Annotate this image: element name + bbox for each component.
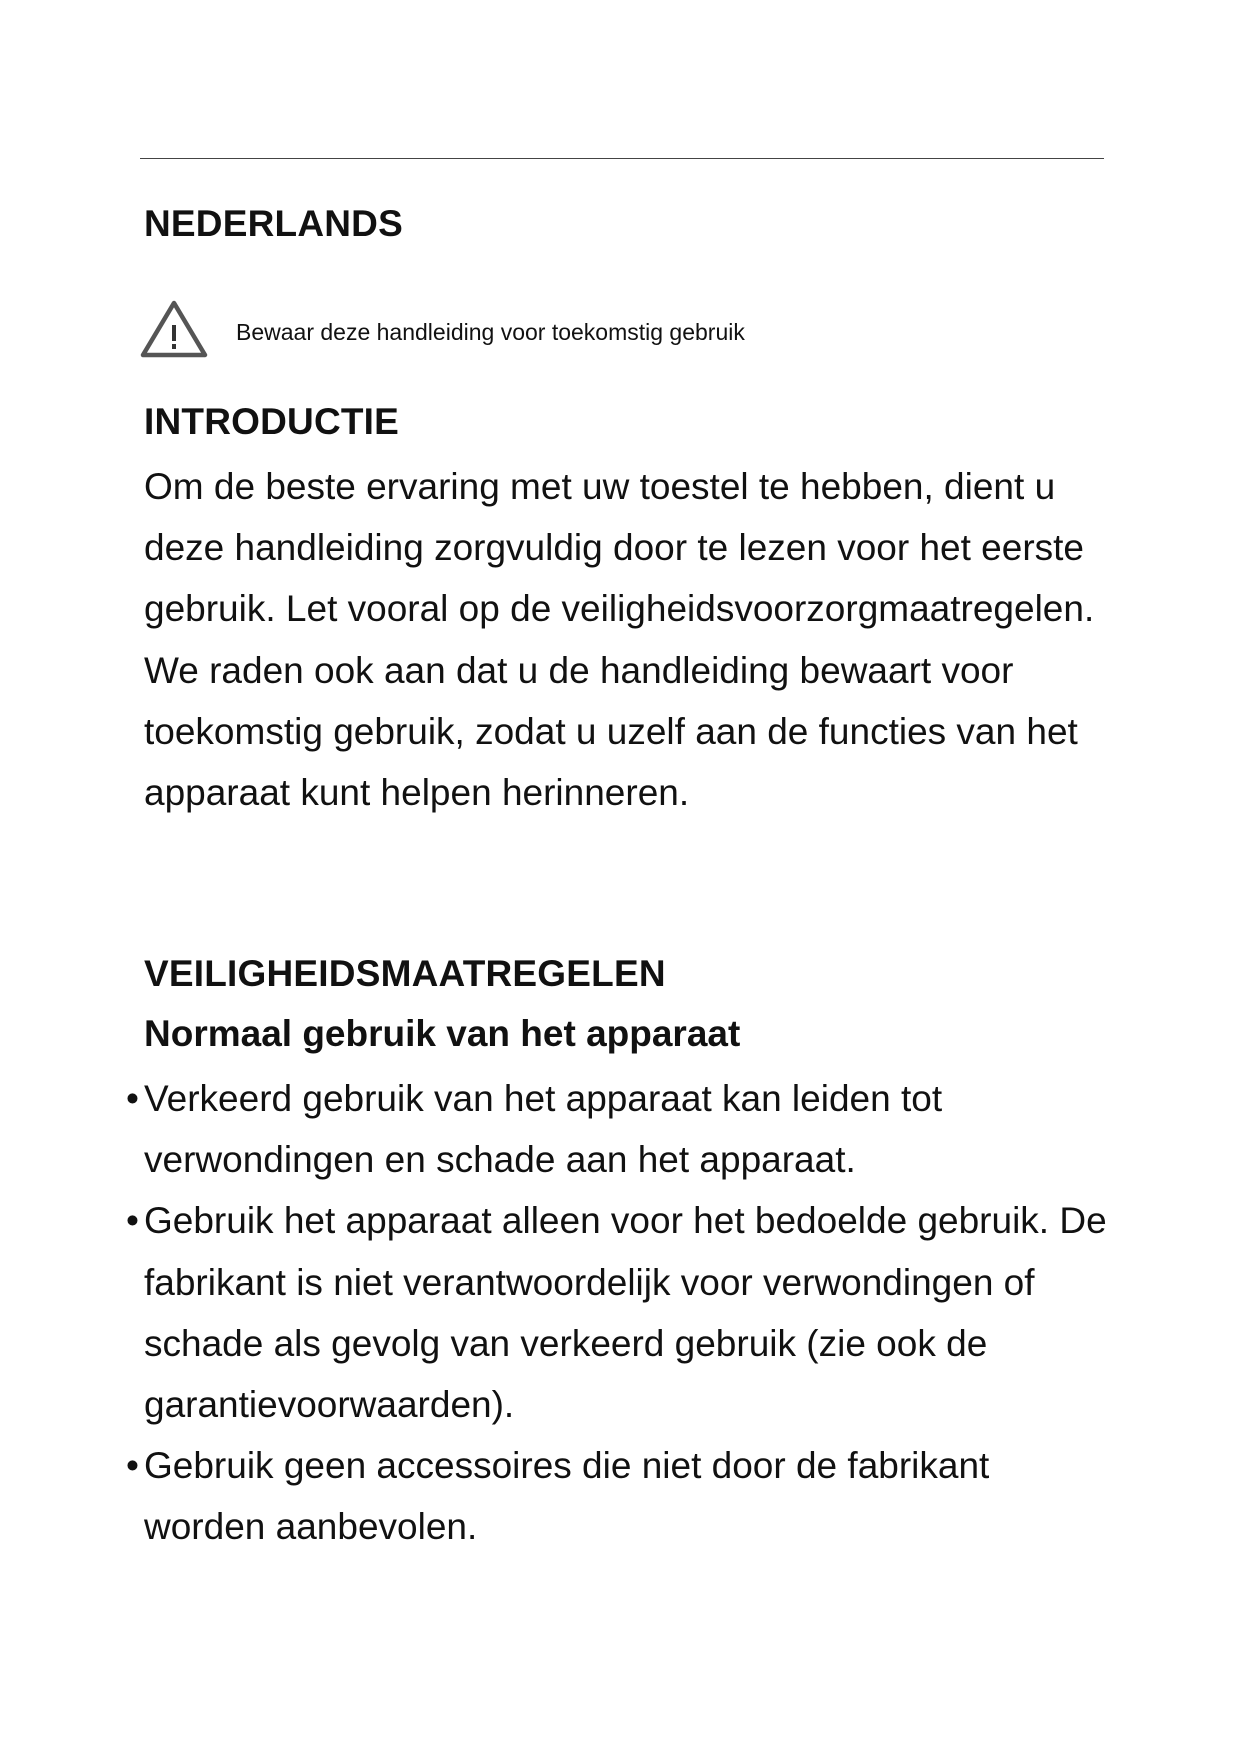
header-divider [140, 158, 1104, 159]
warning-text: Bewaar deze handleiding voor toekomstig gebruik [236, 319, 745, 345]
language-title: NEDERLANDS [144, 203, 403, 244]
warning-notice [140, 300, 1040, 360]
bullet-text: Verkeerd gebruik van het apparaat kan leiden tot verwondingen en schade aan het apparaat. [144, 1078, 943, 1181]
bullet-icon: • [126, 1078, 139, 1119]
introduction-title: INTRODUCTIE [144, 401, 400, 442]
safety-title: VEILIGHEIDSMAATREGELEN [144, 953, 666, 994]
safety-bullet-list [126, 1068, 1116, 1558]
warning-triangle-icon [140, 300, 208, 358]
bullet-icon: • [126, 1200, 139, 1242]
bullet-text: Gebruik het apparaat alleen voor het bedoelde gebruik. De fabrikant is niet verantwoordelijk voor verwondingen of schade als gevolg van verkeerd gebruik (zie ook de garantievoorwaarden). [144, 1200, 1107, 1426]
list-item [126, 1068, 1116, 1190]
list-item [126, 1435, 1116, 1557]
list-item [126, 1190, 1116, 1435]
safety-subtitle: Normaal gebruik van het apparaat [144, 1013, 741, 1054]
bullet-text: Gebruik geen accessoires die niet door de fabrikant worden aanbevolen. [144, 1445, 990, 1548]
bullet-icon: • [126, 1445, 139, 1487]
introduction-body: Om de beste ervaring met uw toestel te hebben, dient u deze handleiding zorgvuldig door te lezen voor het eerste gebruik. Let vooral op de veiligheidsvoorzorgmaatregelen. We raden ook aan dat u de handleiding bewaart voor toekomstig gebruik, zodat u uzelf aan de functies van het apparaat kunt helpen herinneren. [144, 466, 1095, 814]
